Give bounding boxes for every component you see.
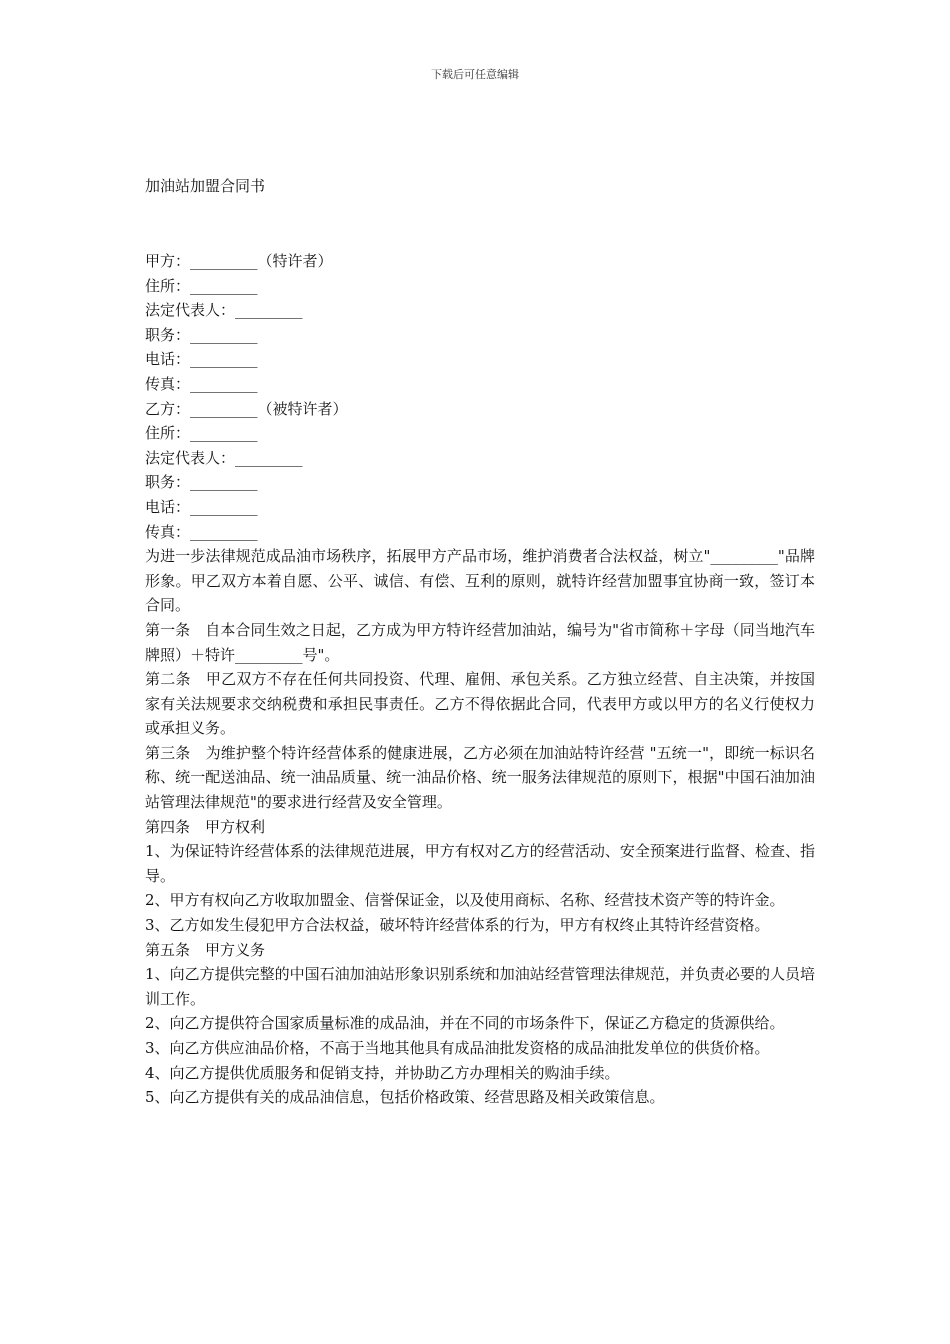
article-5-item-1: 1、向乙方提供完整的中国石油加油站形象识别系统和加油站经营管理法律规范，并负责必要的人员培训工作。: [145, 965, 815, 1008]
party-b-fax-line: 传真：_________: [145, 522, 258, 541]
party-a-address-line: 住所：_________: [145, 276, 258, 295]
article-2-paragraph: 第二条 甲乙双方不存在任何共同投资、代理、雇佣、承包关系。乙方独立经营、自主决策，并按国家有关法规要求交纳税费和承担民事责任。乙方不得依据此合同，代表甲方或以甲方的名义行使权力或承担义务。: [145, 670, 815, 738]
article-3-paragraph: 第三条 为维护整个特许经营体系的健康进展，乙方必须在加油站特许经营 "五统一"，即统一标识名称、统一配送油品、统一油品质量、统一油品价格、统一服务法律规范的原则下，根据"中国石油加油站管理法律规范"的要求进行经营及安全管理。: [145, 743, 815, 812]
party-b-address-line: 住所：_________: [145, 424, 258, 443]
article-5-item-2: 2、向乙方提供符合国家质量标准的成品油，并在不同的市场条件下，保证乙方稳定的货源供给。: [145, 1014, 785, 1033]
article-5-item-4: 4、向乙方提供优质服务和促销支持，并协助乙方办理相关的购油手续。: [145, 1063, 620, 1082]
article-5-item-5: 5、向乙方提供有关的成品油信息，包括价格政策、经营思路及相关政策信息。: [145, 1088, 665, 1107]
article-5-heading: 第五条 甲方义务: [145, 940, 266, 959]
article-4-item-3: 3、乙方如发生侵犯甲方合法权益，破坏特许经营体系的行为，甲方有权终止其特许经营资格。: [145, 916, 770, 935]
party-b-name-line: 乙方：_________（被特许者）: [145, 399, 348, 418]
article-1-paragraph: 第一条 自本合同生效之日起，乙方成为甲方特许经营加油站，编号为"省市简称＋字母（同当地汽车牌照）＋特许_________号"。: [145, 620, 815, 664]
party-b-phone-line: 电话：_________: [145, 497, 258, 516]
page-header-note: 下载后可任意编辑: [431, 68, 519, 81]
party-a-position-line: 职务：_________: [145, 325, 258, 344]
party-a-representative-line: 法定代表人：_________: [145, 301, 303, 320]
article-4-item-1: 1、为保证特许经营体系的法律规范进展，甲方有权对乙方的经营活动、安全预案进行监督、检查、指导。: [145, 842, 815, 885]
party-a-name-line: 甲方：_________（特许者）: [145, 252, 333, 270]
party-a-phone-line: 电话：_________: [145, 350, 258, 369]
party-b-position-line: 职务：_________: [145, 473, 258, 492]
party-b-representative-line: 法定代表人：_________: [145, 448, 303, 467]
article-4-heading: 第四条 甲方权利: [145, 817, 266, 836]
article-4-item-2: 2、甲方有权向乙方收取加盟金、信誉保证金，以及使用商标、名称、经营技术资产等的特许金。: [145, 891, 785, 910]
document-title: 加油站加盟合同书: [145, 177, 266, 195]
preamble-paragraph: 为进一步法律规范成品油市场秩序，拓展甲方产品市场，维护消费者合法权益，树立"_________"品牌形象。甲乙双方本着自愿、公平、诚信、有偿、互利的原则，就特许经营加盟事宜协商一致，签订本合同。: [145, 547, 815, 615]
document-body: [145, 249, 815, 1110]
party-a-fax-line: 传真：_________: [145, 374, 258, 393]
article-5-item-3: 3、向乙方供应油品价格，不高于当地其他具有成品油批发资格的成品油批发单位的供货价格。: [145, 1039, 770, 1057]
